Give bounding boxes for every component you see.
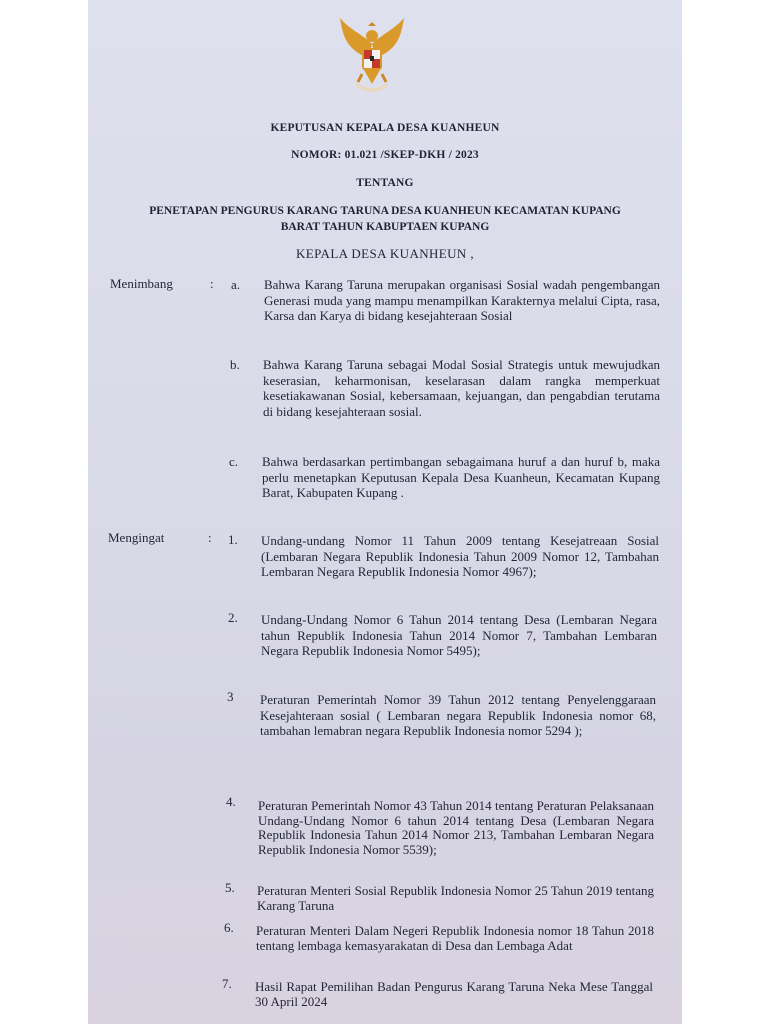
mengingat-label: Mengingat (108, 530, 165, 545)
mengingat-item-1: Undang-undang Nomor 11 Tahun 2009 tentang Kesejatreaan Sosial (Lembaran Negara Republik Indonesia Tahun 2009 Nomor 12, Tambahan Lembaran Negara Republik Indonesia Nomor 4967); (261, 533, 659, 579)
decree-number: NOMOR: 01.021 /SKEP-DKH / 2023 (291, 149, 479, 161)
menimbang-item-a: Bahwa Karang Taruna merupakan organisasi Sosial wadah pengembangan Generasi muda yang mampu menampilkan Karakternya melalui Cipta, rasa, Karsa dan Karya di bidang kesejahteraan Sosial (264, 277, 660, 323)
document-page (88, 0, 682, 1024)
mengingat-marker-2: 2. (228, 610, 238, 625)
menimbang-colon: : (210, 276, 214, 291)
mengingat-item-3: Peraturan Pemerintah Nomor 39 Tahun 2012 tentang Penyelenggaraan Kesejahteraan sosial ( Lembaran negara Republik Indonesia nomor 68, tambahan lemabran negara Republik Indonesia nomor 5294 ); (260, 692, 656, 738)
decree-title-line2: BARAT TAHUN KABUPTAEN KUPANG (280, 221, 490, 233)
mengingat-item-5: Peraturan Menteri Sosial Republik Indonesia Nomor 25 Tahun 2019 tentang Karang Taruna (257, 883, 654, 913)
mengingat-item-2: Undang-Undang Nomor 6 Tahun 2014 tentang Desa (Lembaran Negara tahun Republik Indonesia Tahun 2014 Nomor 7, Tambahan Lembaran Negara Republik Indonesia Nomor 5495); (261, 612, 657, 658)
kepala-desa-line: KEPALA DESA KUANHEUN , (295, 246, 475, 261)
menimbang-item-c: Bahwa berdasarkan pertimbangan sebagaimana huruf a dan huruf b, maka perlu menetapkan Keputusan Kepala Desa Kuanheun, Kecamatan Kupang Barat, Kabupaten Kupang . (262, 454, 660, 500)
mengingat-item-4: Peraturan Pemerintah Nomor 43 Tahun 2014 tentang Peraturan Pelaksanaan Undang-Undang Nomor 6 tahun 2014 tentang Desa (Lembaran Negara Republik Indonesia Tahun 2014 Nomor 213, Tambahan Lembaran Negara Republik Indonesia Nomor 5539); (258, 798, 654, 857)
decree-title-line1: PENETAPAN PENGURUS KARANG TARUNA DESA KUANHEUN KECAMATAN KUPANG (149, 205, 621, 217)
mengingat-marker-7: 7. (222, 976, 232, 991)
mengingat-item-6: Peraturan Menteri Dalam Negeri Republik Indonesia nomor 18 Tahun 2018 tentang lembaga kemasyarakatan di Desa dan Lembaga Adat (256, 923, 654, 953)
mengingat-item-7: Hasil Rapat Pemilihan Badan Pengurus Karang Taruna Neka Mese Tanggal 30 April 2024 (255, 979, 653, 1009)
menimbang-marker-c: c. (229, 454, 239, 469)
mengingat-marker-4: 4. (226, 794, 236, 809)
tentang-label: TENTANG (356, 177, 414, 189)
menimbang-marker-a: a. (231, 277, 241, 292)
garuda-emblem-icon (332, 14, 412, 96)
mengingat-colon: : (208, 530, 212, 545)
menimbang-label: Menimbang (110, 276, 173, 291)
menimbang-marker-b: b. (230, 357, 240, 372)
menimbang-item-b: Bahwa Karang Taruna sebagai Modal Sosial Strategis untuk mewujudkan keserasian, keharmonisan, keselarasan dalam rangka memperkuat kesetiakawanan Sosial, kebersamaan, kejuangan, dan pengabdian terutama di bidang kesejahteraan sosial. (263, 357, 660, 419)
mengingat-marker-3: 3 (227, 689, 234, 704)
mengingat-marker-1: 1. (228, 532, 238, 547)
mengingat-marker-5: 5. (225, 880, 235, 895)
mengingat-marker-6: 6. (224, 920, 234, 935)
decree-heading: KEPUTUSAN KEPALA DESA KUANHEUN (270, 122, 500, 134)
